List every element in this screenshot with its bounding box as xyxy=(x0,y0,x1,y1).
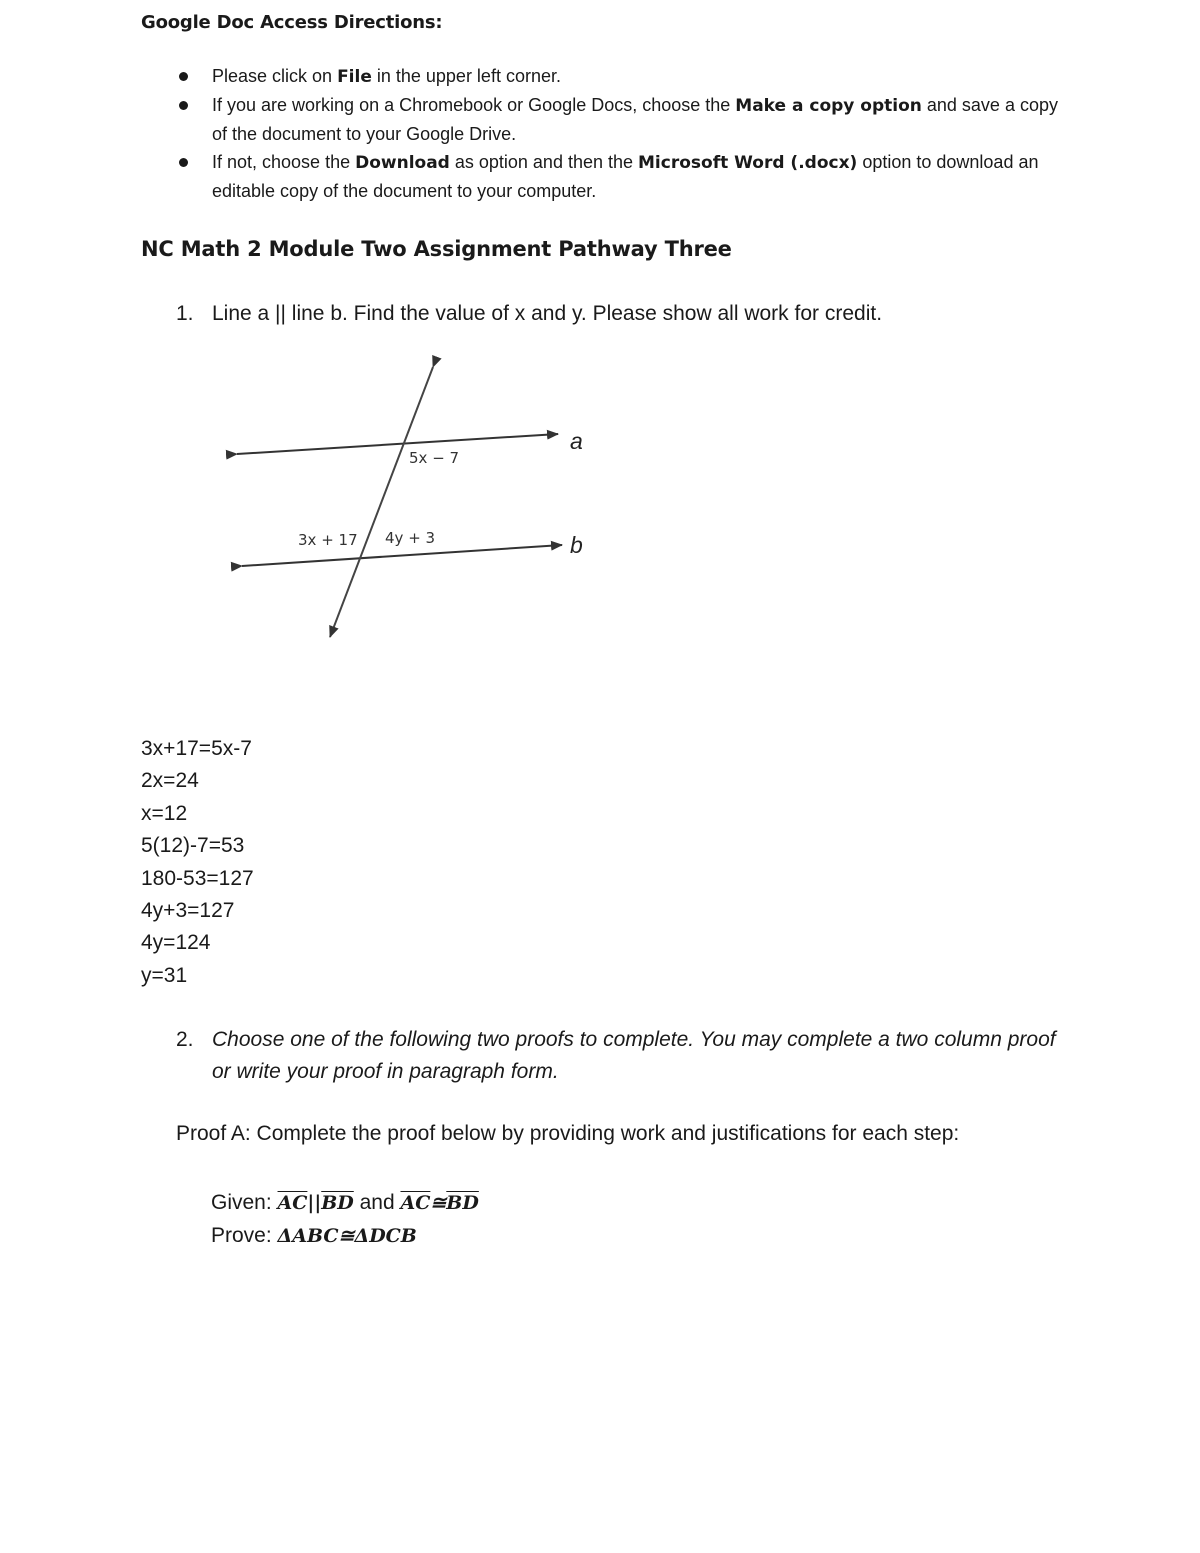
text-run: in the upper left corner. xyxy=(371,66,561,86)
given-and: and xyxy=(353,1191,401,1214)
given-label: Given: xyxy=(211,1191,278,1214)
bullet-icon xyxy=(179,101,188,110)
question-number: 2. xyxy=(176,1028,194,1051)
bold-text: Make a copy option xyxy=(735,96,922,116)
bold-text: Microsoft Word (.docx) xyxy=(638,153,858,173)
work-line: y=31 xyxy=(141,963,188,987)
label-a: a xyxy=(570,428,583,454)
work-line: 180-53=127 xyxy=(141,866,254,890)
question-text: Choose one of the following two proofs to complete. You may complete a two column proof or write your proof in paragraph form. xyxy=(212,1028,1056,1083)
directions-list xyxy=(176,62,1066,205)
bullet-icon xyxy=(179,72,188,81)
question-number: 1. xyxy=(176,302,194,325)
parallel-symbol: || xyxy=(307,1192,322,1214)
bullet-text xyxy=(212,95,1058,144)
bullet-text xyxy=(212,152,1038,201)
angle-label-bottom-left: 3x + 17 xyxy=(298,531,358,549)
segment-ac: $\overline{AC}$ xyxy=(277,1192,308,1214)
segment-bd: $\overline{BD}$ xyxy=(321,1192,354,1214)
angle-label-bottom-right: 4y + 3 xyxy=(385,529,436,547)
proof-a-intro: Proof A: Complete the proof below by providing work and justifications for each step: xyxy=(176,1122,960,1145)
work-steps xyxy=(141,733,254,992)
parallel-lines-diagram xyxy=(225,355,615,655)
prove-label: Prove: xyxy=(211,1224,278,1247)
label-b: b xyxy=(570,532,583,558)
work-line: 5(12)-7=53 xyxy=(141,834,245,858)
segment-ac: $\overline{AC}$ xyxy=(400,1192,431,1214)
text-run: Please click on xyxy=(212,66,338,86)
list-item xyxy=(176,91,1066,148)
text-run: If you are working on a Chromebook or Google Docs, choose the xyxy=(212,95,736,115)
prove-statement xyxy=(211,1224,417,1248)
bullet-icon xyxy=(179,158,188,167)
bullet-text xyxy=(212,66,561,86)
question-1 xyxy=(176,302,882,326)
segment-bd: $\overline{BD}$ xyxy=(446,1192,479,1214)
work-line: 3x+17=5x-7 xyxy=(141,737,252,760)
line-b xyxy=(242,545,562,566)
bold-text: Download xyxy=(355,153,450,173)
page-title: NC Math 2 Module Two Assignment Pathway Three xyxy=(141,237,732,261)
line-a xyxy=(237,434,558,454)
given-statement xyxy=(211,1191,479,1215)
text-run: and save a copy of the document to your Google Drive. xyxy=(212,95,1058,144)
work-line: 2x=24 xyxy=(141,769,199,793)
text-run: If not, choose the xyxy=(212,152,356,172)
congruent-symbol: ≅ xyxy=(430,1192,447,1214)
text-run: as option and then the xyxy=(449,152,639,172)
question-2 xyxy=(176,1024,1056,1088)
question-text: Line a || line b. Find the value of x and y. Please show all work for credit. xyxy=(212,302,883,325)
directions-heading: Google Doc Access Directions: xyxy=(141,12,443,33)
work-line: 4y=124 xyxy=(141,931,211,955)
list-item xyxy=(176,148,1066,205)
prove-math: ΔABC≅ΔDCB xyxy=(277,1225,417,1247)
list-item xyxy=(176,62,1066,91)
work-line: x=12 xyxy=(141,801,188,825)
work-line: 4y+3=127 xyxy=(141,899,235,923)
angle-label-top: 5x − 7 xyxy=(409,449,460,467)
bold-text: File xyxy=(337,67,372,87)
text-run: option to download an editable copy of the document to your computer. xyxy=(212,152,1039,201)
